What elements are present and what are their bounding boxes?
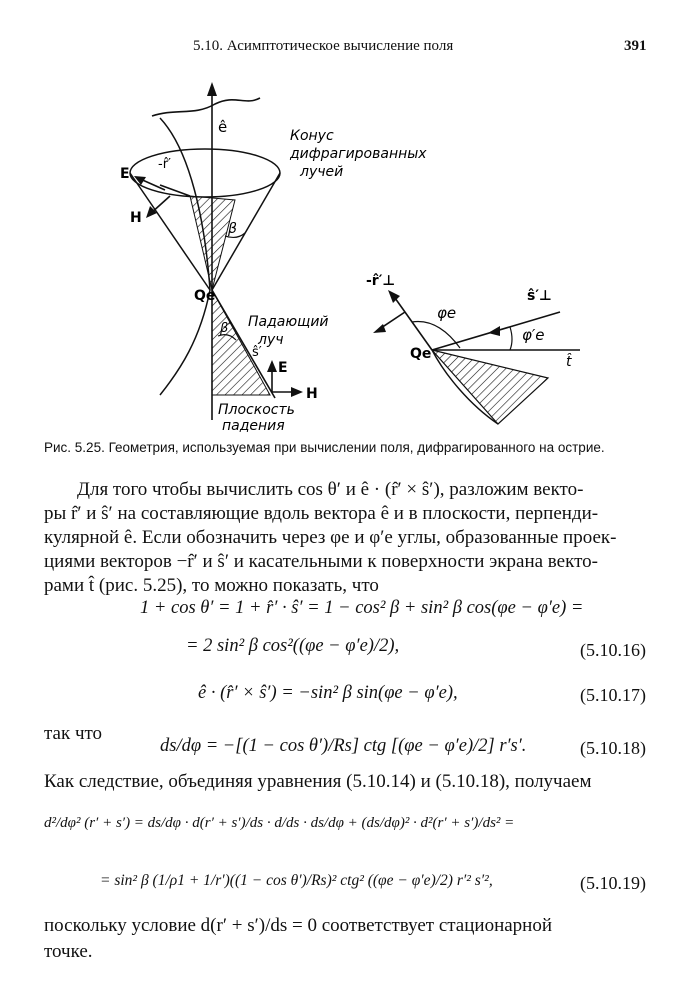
incident-label-2: луч	[258, 332, 284, 348]
equation-number-18: (5.10.18)	[580, 738, 646, 758]
r-prime-label: -r̂′	[158, 157, 171, 172]
incident-label-1: Падающий	[248, 314, 329, 330]
arrow-icon	[388, 290, 400, 303]
so-that-text: так что	[44, 723, 103, 744]
arrow-icon	[488, 326, 500, 336]
r-perp-vector	[395, 298, 432, 350]
beta-label: β	[228, 221, 237, 237]
figure-caption: Рис. 5.25. Геометрия, используемая при вычислении поля, дифрагированного на острие.	[44, 440, 605, 455]
plane-label-2: падения	[222, 418, 285, 434]
phi-e-prime-label: φ′e	[522, 326, 545, 344]
para1-line-4: циями векторов −r̂′ и ŝ′ и касательными к поверхности экрана векто-	[44, 551, 598, 572]
right-diagram	[366, 273, 580, 424]
section-title: 5.10. Асимптотическое вычисление поля	[193, 38, 454, 54]
e-hat-label: ê	[218, 118, 228, 136]
axis-arrow-icon	[207, 82, 217, 96]
plane-label-1: Плоскость	[218, 402, 295, 418]
equation-5-10-18: ds/dφ = −[(1 − cos θ′)/Rs] ctg [(φe − φ′e)/2] r′s′.	[160, 736, 527, 756]
figure-5-25	[0, 60, 697, 440]
equation-5-10-16: = 2 sin² β cos²((φe − φ′e)/2),	[186, 636, 400, 656]
screen-edge-top	[152, 98, 260, 116]
s-prime-label: ŝ′	[252, 345, 262, 360]
para1-line-2: ры r̂′ и ŝ′ на составляющие вдоль вектора ê и в плоскости, перпенди-	[44, 503, 599, 524]
para1-line-3: кулярной ê. Если обозначить через φe и φ′e углы, образованные проек-	[44, 527, 617, 548]
last-line-1: поскольку условие d(r′ + s′)/ds = 0 соответствует стационарной	[44, 915, 553, 936]
E-label-top: E	[120, 166, 130, 182]
r-perp-label: -r̂′⊥	[366, 273, 396, 289]
phi-e-prime-arc	[510, 327, 512, 350]
phi-e-label: φe	[437, 304, 457, 322]
arrow-icon	[267, 360, 277, 372]
screen-wedge	[432, 350, 548, 424]
para1-line-1: Для того чтобы вычислить cos θ′ и ê · (r̂′ × ŝ′), разложим векто-	[77, 479, 584, 500]
cone-label-1: Конус	[290, 128, 334, 144]
page-number: 391	[624, 38, 647, 54]
equation-5-10-17: ê · (r̂′ × ŝ′) = −sin² β sin(φe − φ′e),	[198, 683, 458, 703]
equation-5-10-19: = sin² β (1/ρ1 + 1/r′)((1 − cos θ′)/Rs)² ctg² ((φe − φ′e)/2) r′² s′²,	[100, 872, 493, 889]
Qe-label-right: Qe	[410, 346, 432, 362]
arrow-icon	[146, 206, 157, 218]
equation-number-17: (5.10.17)	[580, 685, 646, 705]
s-perp-label: ŝ′⊥	[527, 288, 552, 304]
H-label-bottom: H	[306, 386, 318, 402]
cone-label-3: лучей	[300, 164, 344, 180]
Qe-label-left: Qe	[194, 288, 216, 304]
equation-number-19: (5.10.19)	[580, 873, 646, 893]
cone-label-2: дифрагированных	[290, 146, 427, 162]
last-line-2: точке.	[44, 941, 93, 962]
t-label: t̂	[566, 354, 572, 370]
beta-prime-label: β′	[220, 321, 232, 336]
equation-number-16: (5.10.16)	[580, 640, 646, 660]
plane-hatch-upper	[190, 196, 235, 290]
left-diagram	[120, 82, 427, 434]
para1-line-5: рами t̂ (рис. 5.25), то можно показать, что	[44, 575, 379, 596]
consequence-text: Как следствие, объединяя уравнения (5.10.14) и (5.10.18), получаем	[44, 771, 592, 792]
H-label-top: H	[130, 210, 142, 226]
E-label-bottom: E	[278, 360, 288, 376]
cone-rim	[130, 149, 280, 197]
equation-a: 1 + cos θ′ = 1 + r̂′ · ŝ′ = 1 − cos² β + sin² β cos(φe − φ′e) =	[140, 598, 584, 618]
equation-e: d²/dφ² (r′ + s′) = ds/dφ · d(r′ + s′)/ds · d/ds · ds/dφ + (ds/dφ)² · d²(r′ + s′)/ds² =	[44, 815, 515, 831]
arrow-icon	[291, 387, 303, 397]
